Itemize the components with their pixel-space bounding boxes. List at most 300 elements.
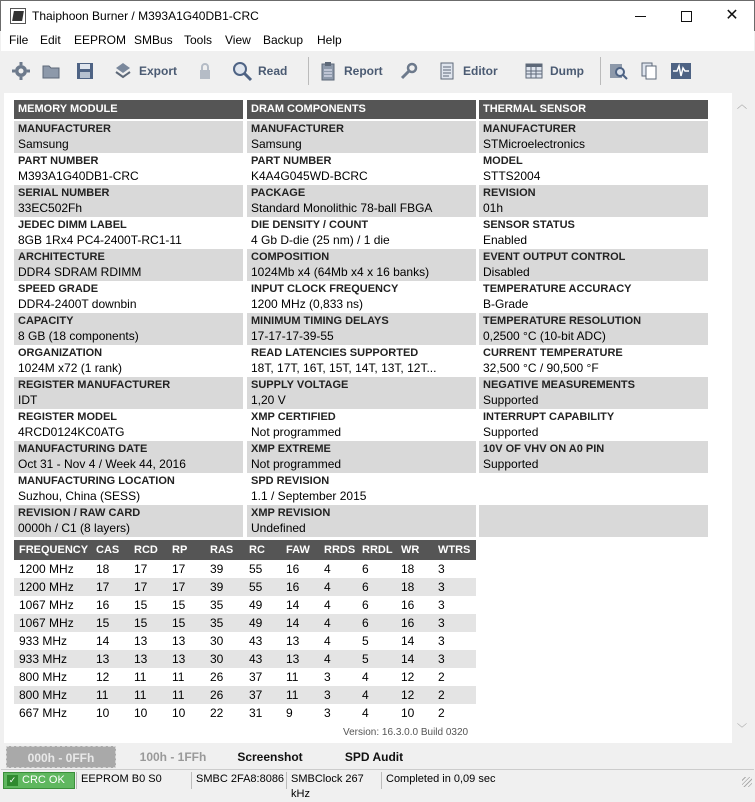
app-icon <box>10 8 26 24</box>
table-cell: 37 <box>249 670 263 684</box>
column-header: RCD <box>134 544 158 556</box>
info-value: M393A1G40DB1-CRC <box>18 169 139 183</box>
info-label: MODEL <box>483 155 523 167</box>
table-cell: 17 <box>172 580 186 594</box>
info-label: SPEED GRADE <box>18 283 99 295</box>
table-row <box>14 578 476 596</box>
tab-100h-1ffh[interactable]: 100h - 1FFh <box>139 750 207 764</box>
table-cell: 14 <box>286 598 300 612</box>
info-value: 0,2500 °C (10-bit ADC) <box>483 329 606 343</box>
dram-components-header: DRAM COMPONENTS <box>247 100 476 119</box>
main-panel <box>4 93 732 743</box>
info-label: 10V OF VHV ON A0 PIN <box>483 443 605 455</box>
table-cell: 6 <box>362 580 369 594</box>
table-cell: 26 <box>210 688 224 702</box>
info-row <box>14 281 243 313</box>
info-value: 18T, 17T, 16T, 15T, 14T, 13T, 12T... <box>251 361 437 375</box>
table-row <box>14 560 476 578</box>
table-cell: 11 <box>134 670 147 684</box>
info-value: 4 Gb D-die (25 nm) / 1 die <box>251 233 390 247</box>
column-header: RC <box>249 544 265 556</box>
info-label: REGISTER MANUFACTURER <box>18 379 171 391</box>
info-row <box>479 249 708 281</box>
table-cell: 55 <box>249 562 263 576</box>
table-cell: 3 <box>438 562 445 576</box>
info-value: Not programmed <box>251 425 342 439</box>
resize-grip-icon[interactable] <box>742 777 752 787</box>
info-row <box>479 505 708 537</box>
info-row <box>14 505 243 537</box>
info-row <box>14 345 243 377</box>
magnifier-icon <box>231 60 253 82</box>
table-cell: 3 <box>438 616 445 630</box>
table-row <box>14 614 476 632</box>
export-icon <box>112 60 134 82</box>
table-cell: 4 <box>324 562 331 576</box>
monitor-button[interactable] <box>670 58 692 84</box>
menu-bar <box>1 31 754 51</box>
table-cell: 16 <box>286 562 300 576</box>
table-row <box>14 632 476 650</box>
menu-file[interactable]: File <box>9 33 29 47</box>
table-row <box>14 668 476 686</box>
smbclock-status: SMBClock 267 kHz <box>286 772 381 789</box>
info-value: Disabled <box>483 265 530 279</box>
info-row <box>479 377 708 409</box>
info-label: PART NUMBER <box>251 155 332 167</box>
column-header: RAS <box>210 544 234 556</box>
table-cell: 13 <box>134 652 148 666</box>
read-button[interactable] <box>231 58 287 84</box>
toolbar-separator <box>308 57 309 85</box>
info-label: SENSOR STATUS <box>483 219 575 231</box>
smbc-status: SMBC 2FA8:8086 <box>191 772 286 789</box>
menu-backup[interactable]: Backup <box>263 33 304 47</box>
column-header: FAW <box>286 544 310 556</box>
table-cell: 800 MHz <box>19 670 68 684</box>
table-cell: 39 <box>210 562 224 576</box>
lock-button[interactable] <box>194 58 216 84</box>
table-cell: 43 <box>249 652 263 666</box>
table-cell: 3 <box>324 706 331 720</box>
table-cell: 16 <box>401 616 415 630</box>
wrench-icon <box>398 60 420 82</box>
info-row <box>247 409 476 441</box>
export-label: Export <box>139 64 178 78</box>
info-value: 8 GB (18 components) <box>18 329 139 343</box>
table-cell: 5 <box>362 634 369 648</box>
table-cell: 10 <box>172 706 186 720</box>
table-cell: 17 <box>134 562 148 576</box>
table-cell: 4 <box>324 634 331 648</box>
info-value: STMicroelectronics <box>483 137 586 151</box>
info-row <box>247 185 476 217</box>
info-label: ORGANIZATION <box>18 347 103 359</box>
info-label: EVENT OUTPUT CONTROL <box>483 251 626 263</box>
column-header: RRDL <box>362 544 393 556</box>
table-cell: 31 <box>249 706 263 720</box>
table-cell: 11 <box>172 688 185 702</box>
gear-icon <box>10 60 32 82</box>
info-row <box>247 313 476 345</box>
floppy-icon <box>74 60 96 82</box>
eeprom-status: EEPROM B0 S0 <box>76 772 191 789</box>
table-cell: 15 <box>96 616 110 630</box>
info-row <box>14 409 243 441</box>
tab-000h-0ffh[interactable]: 000h - 0FFh <box>6 746 116 768</box>
info-label: XMP REVISION <box>251 507 331 519</box>
info-label: SUPPLY VOLTAGE <box>251 379 349 391</box>
thermal-sensor-header: THERMAL SENSOR <box>479 100 708 119</box>
info-label: ARCHITECTURE <box>18 251 105 263</box>
info-row <box>479 345 708 377</box>
info-row <box>247 505 476 537</box>
table-cell: 2 <box>438 706 445 720</box>
info-value: 8GB 1Rx4 PC4-2400T-RC1-11 <box>18 233 182 247</box>
maximize-icon <box>681 11 692 22</box>
info-value: 1200 MHz (0,833 ns) <box>251 297 364 311</box>
save-button[interactable] <box>74 58 96 84</box>
info-value: 32,500 °C / 90,500 °F <box>483 361 599 375</box>
info-label: REVISION / RAW CARD <box>18 507 141 519</box>
table-cell: 17 <box>96 580 110 594</box>
timing-table-header <box>14 540 476 560</box>
info-label: MANUFACTURING DATE <box>18 443 148 455</box>
table-cell: 4 <box>324 616 331 630</box>
table-cell: 3 <box>438 652 445 666</box>
table-cell: 35 <box>210 616 224 630</box>
clipboard-icon <box>317 60 339 82</box>
info-label: INPUT CLOCK FREQUENCY <box>251 283 399 295</box>
export-button[interactable] <box>112 58 177 84</box>
title-bar <box>0 0 755 31</box>
menu-help[interactable]: Help <box>317 33 342 47</box>
table-cell: 6 <box>362 598 369 612</box>
minimize-button[interactable] <box>617 1 663 31</box>
table-cell: 30 <box>210 634 224 648</box>
info-value: Samsung <box>251 137 302 151</box>
info-label: PART NUMBER <box>18 155 99 167</box>
table-cell: 667 MHz <box>19 706 68 720</box>
info-label: XMP CERTIFIED <box>251 411 336 423</box>
table-cell: 13 <box>286 652 300 666</box>
menu-eeprom[interactable]: EEPROM <box>74 33 127 47</box>
table-cell: 12 <box>401 670 415 684</box>
table-cell: 2 <box>438 688 445 702</box>
table-cell: 14 <box>96 634 110 648</box>
info-value: 1024M x72 (1 rank) <box>18 361 123 375</box>
table-cell: 14 <box>286 616 300 630</box>
tab-spd-audit[interactable]: SPD Audit <box>344 750 404 764</box>
table-cell: 43 <box>249 634 263 648</box>
info-value: 1,20 V <box>251 393 286 407</box>
table-cell: 933 MHz <box>19 634 68 648</box>
dump-label: Dump <box>550 64 584 78</box>
info-value: Undefined <box>251 521 306 535</box>
menu-edit[interactable]: Edit <box>40 33 61 47</box>
info-label: REGISTER MODEL <box>18 411 118 423</box>
table-cell: 3 <box>438 580 445 594</box>
table-cell: 4 <box>362 706 369 720</box>
info-label: MANUFACTURER <box>18 123 111 135</box>
open-button[interactable] <box>40 58 62 84</box>
info-value: Not programmed <box>251 457 342 471</box>
table-cell: 6 <box>362 616 369 630</box>
table-cell: 18 <box>401 562 415 576</box>
table-cell: 13 <box>96 652 110 666</box>
info-label: COMPOSITION <box>251 251 330 263</box>
info-value: DDR4 SDRAM RDIMM <box>18 265 142 279</box>
table-cell: 13 <box>172 634 186 648</box>
info-value: Supported <box>483 425 539 439</box>
tools-button[interactable] <box>398 58 420 84</box>
info-row <box>14 441 243 473</box>
table-cell: 18 <box>96 562 110 576</box>
table-cell: 12 <box>401 688 415 702</box>
dump-button[interactable] <box>523 58 584 84</box>
table-cell: 5 <box>362 652 369 666</box>
info-row <box>247 249 476 281</box>
report-button[interactable] <box>317 58 383 84</box>
info-value: 1.1 / September 2015 <box>251 489 367 503</box>
table-cell: 17 <box>134 580 148 594</box>
table-row <box>14 686 476 704</box>
info-row <box>14 313 243 345</box>
table-cell: 10 <box>134 706 148 720</box>
memory-module-header: MEMORY MODULE <box>14 100 243 119</box>
table-cell: 933 MHz <box>19 652 68 666</box>
settings-button[interactable] <box>10 58 32 84</box>
version-label: Version: 16.3.0.0 Build 0320 <box>343 727 469 738</box>
chevron-down-icon[interactable]: ﹀ <box>737 724 747 735</box>
table-cell: 4 <box>362 670 369 684</box>
editor-label: Editor <box>463 64 498 78</box>
info-row <box>479 217 708 249</box>
copy-icon <box>638 60 660 82</box>
toolbar-separator <box>600 57 601 85</box>
info-label: MANUFACTURER <box>483 123 576 135</box>
table-cell: 6 <box>362 562 369 576</box>
info-row <box>479 185 708 217</box>
table-cell: 16 <box>401 598 415 612</box>
table-icon <box>523 60 545 82</box>
crc-status-text: CRC OK <box>22 774 65 786</box>
info-value: Samsung <box>18 137 69 151</box>
report-label: Report <box>344 64 383 78</box>
table-cell: 4 <box>324 652 331 666</box>
info-label: INTERRUPT CAPABILITY <box>483 411 615 423</box>
info-value: Oct 31 - Nov 4 / Week 44, 2016 <box>18 457 186 471</box>
info-row <box>247 473 476 505</box>
info-row <box>247 121 476 153</box>
lock-icon <box>194 60 216 82</box>
table-cell: 35 <box>210 598 224 612</box>
info-label: CAPACITY <box>18 315 74 327</box>
table-cell: 3 <box>324 670 331 684</box>
table-cell: 26 <box>210 670 224 684</box>
table-cell: 10 <box>96 706 110 720</box>
read-label: Read <box>258 64 288 78</box>
menu-view[interactable]: View <box>225 33 251 47</box>
table-cell: 11 <box>172 670 185 684</box>
minimize-icon <box>635 16 646 17</box>
toolbar <box>1 51 754 91</box>
info-row <box>247 441 476 473</box>
table-row <box>14 596 476 614</box>
info-row <box>247 281 476 313</box>
table-cell: 4 <box>362 688 369 702</box>
info-row <box>14 153 243 185</box>
table-cell: 14 <box>401 634 415 648</box>
table-cell: 49 <box>249 598 263 612</box>
info-label: MANUFACTURER <box>251 123 344 135</box>
info-row <box>247 217 476 249</box>
info-row <box>14 217 243 249</box>
info-label: PACKAGE <box>251 187 306 199</box>
menu-smbus[interactable]: SMBus <box>134 33 173 47</box>
info-label: REVISION <box>483 187 536 199</box>
inspect-button[interactable] <box>607 58 629 84</box>
table-cell: 30 <box>210 652 224 666</box>
info-value: Supported <box>483 457 539 471</box>
info-value: 4RCD0124KC0ATG <box>18 425 125 439</box>
table-cell: 13 <box>134 634 148 648</box>
table-cell: 55 <box>249 580 263 594</box>
info-value: DDR4-2400T downbin <box>18 297 137 311</box>
table-cell: 18 <box>401 580 415 594</box>
table-cell: 13 <box>286 634 300 648</box>
table-cell: 16 <box>286 580 300 594</box>
info-row <box>479 473 708 505</box>
column-header: WR <box>401 544 420 556</box>
info-value: 33EC502Fh <box>18 201 83 215</box>
column-header: RRDS <box>324 544 356 556</box>
info-row <box>479 441 708 473</box>
table-cell: 1200 MHz <box>19 562 74 576</box>
chevron-up-icon[interactable]: ︿ <box>737 100 747 111</box>
info-label: SERIAL NUMBER <box>18 187 110 199</box>
info-label: JEDEC DIMM LABEL <box>18 219 127 231</box>
info-label: XMP EXTREME <box>251 443 331 455</box>
info-value: 17-17-17-39-55 <box>251 329 334 343</box>
table-cell: 15 <box>172 598 186 612</box>
table-cell: 4 <box>324 580 331 594</box>
bottom-tabs <box>4 746 732 768</box>
editor-button[interactable] <box>436 58 498 84</box>
info-row <box>14 249 243 281</box>
info-value: 1024Mb x4 (64Mb x4 x 16 banks) <box>251 265 430 279</box>
document-icon <box>436 60 458 82</box>
table-cell: 1200 MHz <box>19 580 74 594</box>
info-row <box>479 313 708 345</box>
info-label: NEGATIVE MEASUREMENTS <box>483 379 635 391</box>
info-label: MINIMUM TIMING DELAYS <box>251 315 389 327</box>
window-title: Thaiphoon Burner / M393A1G40DB1-CRC <box>32 9 259 23</box>
info-value: IDT <box>18 393 38 407</box>
table-cell: 11 <box>134 688 147 702</box>
status-bar <box>1 769 754 800</box>
folder-icon <box>40 60 62 82</box>
info-value: 0000h / C1 (8 layers) <box>18 521 131 535</box>
table-cell: 22 <box>210 706 224 720</box>
info-row <box>247 377 476 409</box>
table-cell: 1067 MHz <box>19 598 74 612</box>
chip-search-icon <box>607 60 629 82</box>
table-cell: 11 <box>96 688 109 702</box>
table-cell: 14 <box>401 652 415 666</box>
close-icon: ✕ <box>725 7 739 24</box>
table-cell: 11 <box>286 670 299 684</box>
info-value: Standard Monolithic 78-ball FBGA <box>251 201 433 215</box>
info-label: CURRENT TEMPERATURE <box>483 347 623 359</box>
column-header: RP <box>172 544 188 556</box>
menu-tools[interactable]: Tools <box>184 33 213 47</box>
info-value: Supported <box>483 393 539 407</box>
info-label: READ LATENCIES SUPPORTED <box>251 347 419 359</box>
info-row <box>247 345 476 377</box>
completion-status: Completed in 0,09 sec <box>381 772 631 789</box>
table-cell: 15 <box>172 616 186 630</box>
table-cell: 3 <box>438 634 445 648</box>
info-row <box>479 281 708 313</box>
table-cell: 15 <box>134 598 148 612</box>
info-label: DIE DENSITY / COUNT <box>251 219 369 231</box>
table-cell: 2 <box>438 670 445 684</box>
info-label: MANUFACTURING LOCATION <box>18 475 175 487</box>
tab-screenshot[interactable]: Screenshot <box>237 750 303 764</box>
table-cell: 13 <box>172 652 186 666</box>
info-row <box>14 121 243 153</box>
waveform-icon <box>670 60 692 82</box>
column-header: FREQUENCY <box>19 544 89 556</box>
table-cell: 39 <box>210 580 224 594</box>
info-value: Suzhou, China (SESS) <box>18 489 141 503</box>
info-row <box>14 473 243 505</box>
info-label: SPD REVISION <box>251 475 330 487</box>
copy-button[interactable] <box>638 58 660 84</box>
maximize-button[interactable] <box>663 1 709 31</box>
table-cell: 9 <box>286 706 293 720</box>
info-value: STTS2004 <box>483 169 541 183</box>
info-label: TEMPERATURE ACCURACY <box>483 283 632 295</box>
info-label: TEMPERATURE RESOLUTION <box>483 315 642 327</box>
column-header: WTRS <box>438 544 471 556</box>
info-row <box>247 153 476 185</box>
close-button[interactable] <box>709 1 755 31</box>
vertical-scrollbar[interactable] <box>733 93 751 743</box>
table-cell: 37 <box>249 688 263 702</box>
table-cell: 12 <box>96 670 110 684</box>
info-value: 01h <box>483 201 504 215</box>
info-row <box>479 121 708 153</box>
table-cell: 15 <box>134 616 148 630</box>
table-cell: 4 <box>324 598 331 612</box>
info-value: K4A4G045WD-BCRC <box>251 169 368 183</box>
table-cell: 17 <box>172 562 186 576</box>
info-row <box>14 377 243 409</box>
check-icon: ✓ <box>8 775 17 785</box>
table-cell: 800 MHz <box>19 688 68 702</box>
info-value: Enabled <box>483 233 528 247</box>
info-value: B-Grade <box>483 297 529 311</box>
info-row <box>479 153 708 185</box>
crc-status <box>3 772 75 789</box>
table-cell: 3 <box>324 688 331 702</box>
info-row <box>14 185 243 217</box>
table-row <box>14 704 476 722</box>
table-cell: 1067 MHz <box>19 616 74 630</box>
table-cell: 3 <box>438 598 445 612</box>
